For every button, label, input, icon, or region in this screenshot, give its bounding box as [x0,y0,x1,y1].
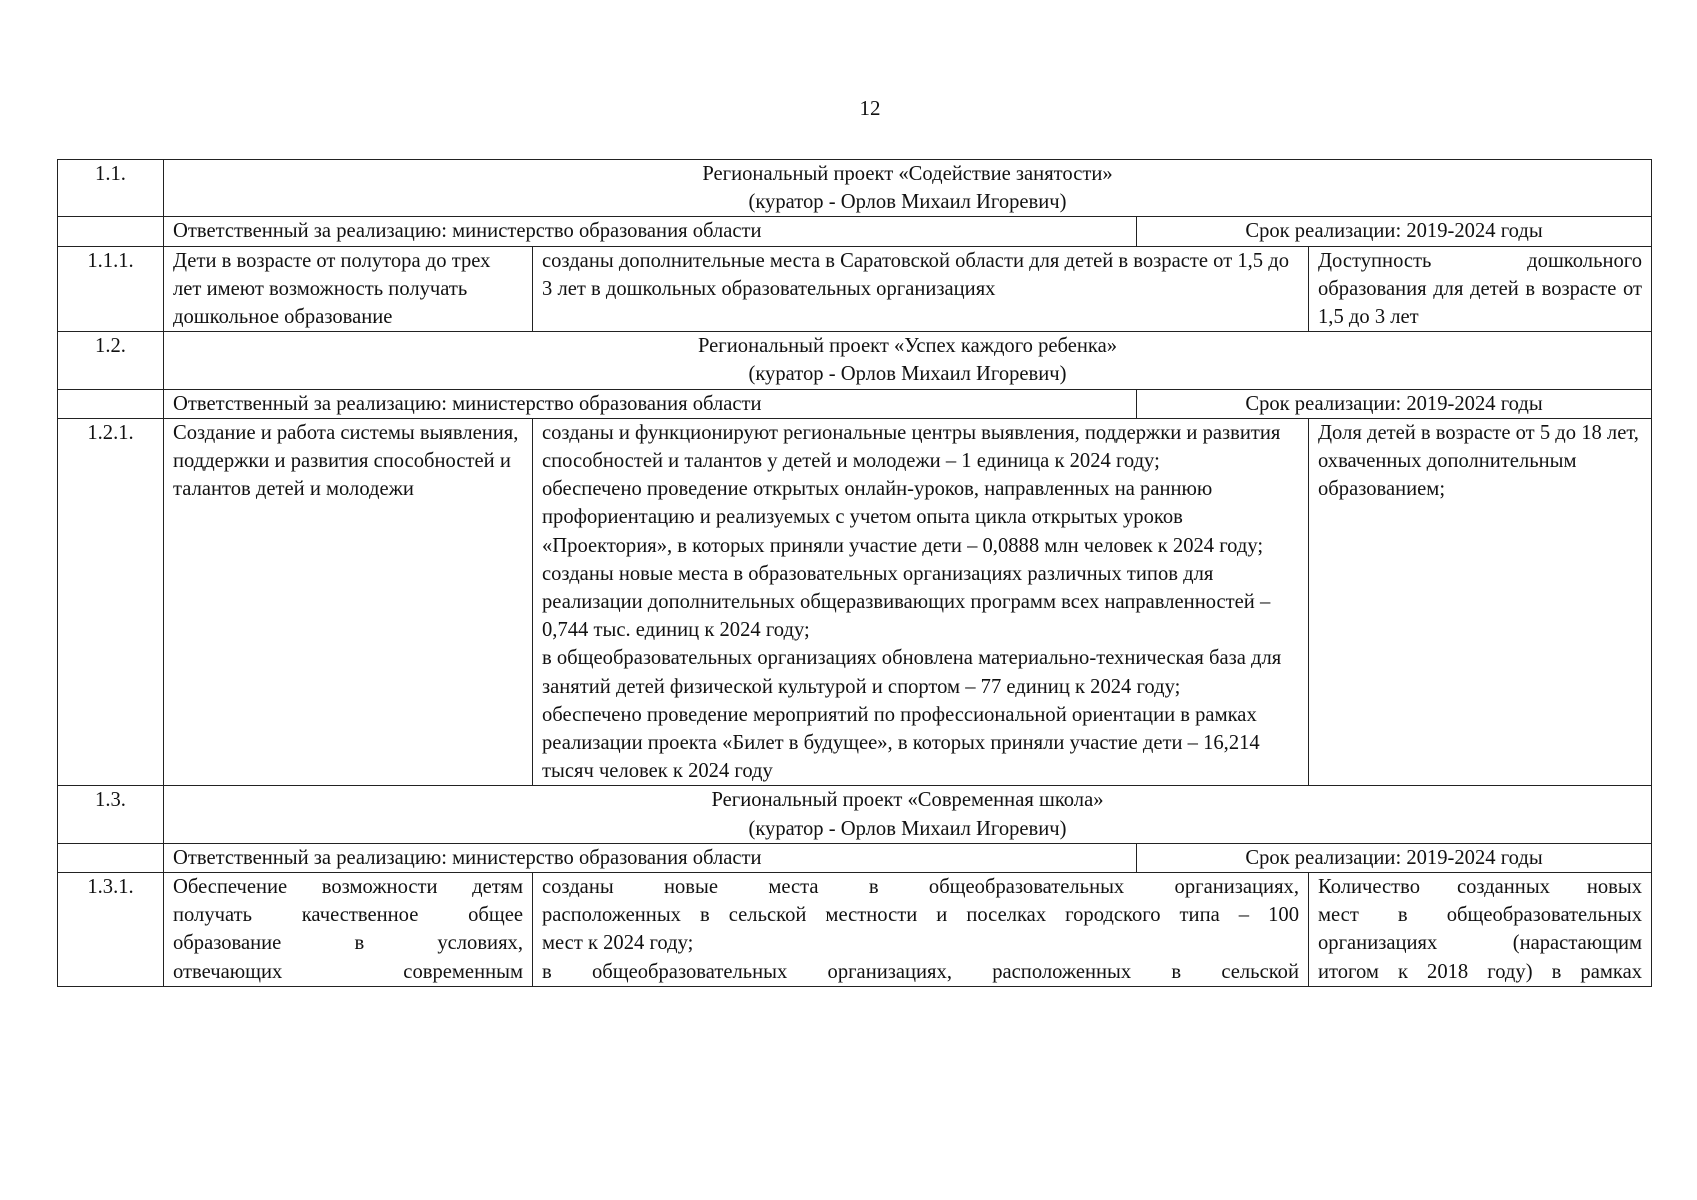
project-title-cell [164,786,1652,843]
results-cell [533,418,1309,786]
task-line: получать качественное общее [173,904,523,927]
result-item: в общеобразовательных организациях обновлена материально-техническая база для занятий детей физической культурой и спортом – 77 единиц к 2024 году; [542,647,1282,698]
empty-cell [58,843,164,872]
section-number: 1.2. [58,332,164,389]
result-item: обеспечено проведение открытых онлайн-уроков, направленных на раннюю профориентацию и реализуемых с учетом опыта цикла открытых уроков «Проектория», в которых приняли участие дети – 0,0888 млн человек к 2024 году; [542,478,1264,557]
indicator-line: организациях (нарастающим [1318,932,1643,955]
result-line: мест к 2024 году; [542,932,694,955]
projects-table [57,159,1652,987]
project-curator: (куратор - Орлов Михаил Игоревич) [748,363,1067,386]
table-row [58,873,1652,987]
indicator-cell: Доступность дошкольного образования для детей в возрасте от 1,5 до 3 лет [1309,246,1652,332]
project-title-cell [164,160,1652,217]
project-curator: (куратор - Орлов Михаил Игоревич) [748,191,1067,214]
project-header-row [58,786,1652,843]
table-row [58,418,1652,786]
indicator-cell: Доля детей в возрасте от 5 до 18 лет, охваченных дополнительным образованием; [1309,418,1652,786]
page-number: 12 [859,96,881,120]
indicator-line: мест в общеобразовательных [1318,904,1643,927]
task-line: образование в условиях, [173,932,523,955]
indicator-line: Количество созданных новых [1318,876,1643,899]
row-number: 1.3.1. [58,873,164,987]
results-cell [533,246,1309,332]
term-text: Срок реализации: 2019-2024 годы [1137,389,1652,418]
row-number: 1.1.1. [58,246,164,332]
responsible-text: Ответственный за реализацию: министерство образования области [164,389,1137,418]
task-line: отвечающих современным [173,960,523,983]
term-text: Срок реализации: 2019-2024 годы [1137,217,1652,246]
section-number: 1.1. [58,160,164,217]
result-line: расположенных в сельской местности и поселках городского типа – 100 [542,904,1299,927]
project-title: Региональный проект «Современная школа» [711,789,1104,812]
result-line: в общеобразовательных организациях, расположенных в сельской [542,960,1299,983]
task-cell [164,873,533,987]
task-cell: Создание и работа системы выявления, поддержки и развития способностей и талантов детей и молодежи [164,418,533,786]
result-item: обеспечено проведение мероприятий по профессиональной ориентации в рамках реализации проекта «Билет в будущее», в которых приняли участие дети – 16,214 тысяч человек к 2024 году [542,703,1260,783]
project-header-row [58,332,1652,389]
task-line: Обеспечение возможности детям [173,876,523,899]
row-number: 1.2.1. [58,418,164,786]
responsible-text: Ответственный за реализацию: министерство образования области [164,843,1137,872]
result-item: созданы и функционируют региональные центры выявления, поддержки и развития способностей и талантов у детей и молодежи – 1 единица к 2024 году; [542,421,1281,473]
section-number: 1.3. [58,786,164,843]
table-row [58,246,1652,332]
indicator-line: итогом к 2018 году) в рамках [1318,960,1643,983]
result-item: созданы дополнительные места в Саратовской области для детей в возрасте от 1,5 до 3 лет в дошкольных образовательных организациях [542,249,1290,300]
results-cell [533,873,1309,987]
project-curator: (куратор - Орлов Михаил Игоревич) [748,817,1067,840]
term-text: Срок реализации: 2019-2024 годы [1137,843,1652,872]
empty-cell [58,217,164,246]
responsible-row [58,389,1652,418]
result-item: созданы новые места в образовательных организациях различных типов для реализации дополнительных общеразвивающих программ всех направленностей – 0,744 тыс. единиц к 2024 году; [542,562,1271,642]
empty-cell [58,389,164,418]
project-title: Региональный проект «Содействие занятости» [702,163,1113,185]
project-header-row [58,160,1652,217]
responsible-row [58,217,1652,246]
responsible-text: Ответственный за реализацию: министерство образования области [164,217,1137,246]
responsible-row [58,843,1652,872]
task-cell: Дети в возрасте от полутора до трех лет имеют возможность получать дошкольное образование [164,246,533,332]
project-title: Региональный проект «Успех каждого ребенка» [697,335,1118,358]
indicator-cell [1309,873,1652,987]
result-line: созданы новые места в общеобразовательных организациях, [542,876,1299,899]
project-title-cell [164,332,1652,389]
